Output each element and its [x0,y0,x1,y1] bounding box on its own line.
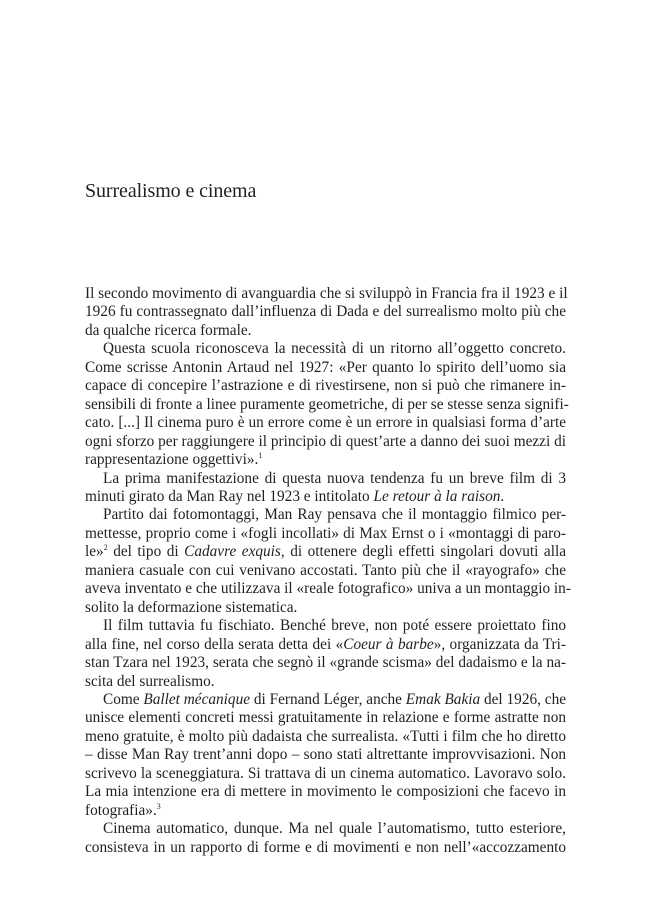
footnote-marker: 2 [103,543,108,553]
text-line [85,636,566,654]
text-line: Il secondo movimento di avanguardia che si sviluppò in Francia fra il 1923 e il [85,285,568,302]
text-line: stan Tzara nel 1923, serata che segnò il «grande scisma» del dadaismo e la na- [85,654,566,672]
text-fragment: . [500,487,505,505]
text-line: unisce elementi concreti messi gratuitamente in relazione e forme astratte non [85,709,566,727]
text-line: scrivevo la sceneggiatura. Si trattava di un cinema automatico. Lavoravo solo. [85,764,566,782]
text-line: da qualche ricerca formale. [85,321,252,339]
text-fragment: del 1926, che [480,690,567,708]
text-line [85,488,566,506]
paragraph-1 [85,285,566,340]
paragraph-4 [85,506,571,617]
film-title: Emak Bakia [405,690,481,708]
text-line: sensibili di fronte a linee puramente geometriche, di per se stesse senza signifi- [85,395,569,413]
film-title: Le retour à la raison [373,487,501,505]
text-line: consisteva in un rapporto di forme e di movimenti e non nell’«accozzamento [85,838,566,856]
text-line: maniera casuale con cui venivano accostati. Tanto più che il «rayografo» che [85,561,566,579]
text-fragment: le» [85,543,104,561]
text-line: ogni sforzo per raggiungere il principio di quest’arte a danno dei suoi mezzi di [85,432,566,450]
paragraph-5 [85,617,566,691]
text-line: – disse Man Ray trent’anni dopo – sono stati altrettante improvvisazioni. Non [85,746,566,764]
text-line: La mia intenzione era di mettere in movimento le composizioni che facevo in [85,783,566,801]
text-fragment: rappresentazione oggettivi». [85,451,259,469]
text-line: capace di concepire l’astrazione e di rivestirsene, non si può che rimanere in- [85,377,566,395]
text-line: Partito dai fotomontaggi, Man Ray pensava che il montaggio filmico per- [103,506,566,524]
text-line [85,802,566,820]
text-fragment: minuti girato da Man Ray nel 1923 e intitolato [85,487,374,505]
text-line [85,451,566,469]
text-line: 1926 fu contrassegnato dall’influenza di Dada e del surrealismo molto più che [85,303,566,321]
text-line [85,543,566,561]
text-fragment: », organizzata da Tri- [433,635,566,653]
paragraph-6 [85,691,566,820]
text-line: mettesse, proprio come i «fogli incollati» di Max Ernst o i «montaggi di paro- [85,524,566,542]
text-fragment: alla fine, nel corso della serata detta dei « [85,635,344,653]
text-fragment: del tipo di [107,543,185,561]
text-line: aveva inventato e che utilizzava il «reale fotografico» univa a un montaggio in- [85,580,571,598]
text-fragment: Come [103,690,144,708]
text-line: Cinema automatico, dunque. Ma nel quale l’automatismo, tutto esteriore, [103,820,566,838]
event-title: Coeur à barbe [343,635,434,653]
paragraph-7 [85,820,566,857]
text-line: La prima manifestazione di questa nuova tendenza fu un breve film di 3 [103,469,566,487]
text-line: scita del surrealismo. [85,672,215,690]
film-title: Ballet mécanique [143,690,251,708]
text-fragment: fotografia». [85,801,157,819]
chapter-title: Surrealismo e cinema [85,180,257,202]
work-title: Cadavre exquis [184,543,281,561]
text-line: Il film tuttavia fu fischiato. Benché breve, non poté essere proiettato fino [103,617,566,635]
footnote-marker: 3 [156,801,161,811]
body-text [85,285,571,857]
paragraph-3 [85,470,566,507]
text-line: cato. [...] Il cinema puro è un errore come è un errore in qualsiasi forma d’arte [85,414,566,432]
text-line: solito la deformazione sistematica. [85,598,298,616]
paragraph-2 [85,340,569,469]
text-fragment: , di ottenere degli effetti singolari dovuti alla [280,543,566,561]
text-line: meno gratuite, è molto più dadaista che surrealista. «Tutti i film che ho diretto [85,727,566,745]
text-line [85,691,566,709]
text-line: Come scrisse Antonin Artaud nel 1927: «Per quanto lo spirito dell’uomo sia [85,358,566,376]
text-line: Questa scuola riconosceva la necessità di un ritorno all’oggetto concreto. [103,340,566,358]
text-fragment: di Fernand Léger, anche [250,690,406,708]
footnote-marker: 1 [258,451,263,461]
